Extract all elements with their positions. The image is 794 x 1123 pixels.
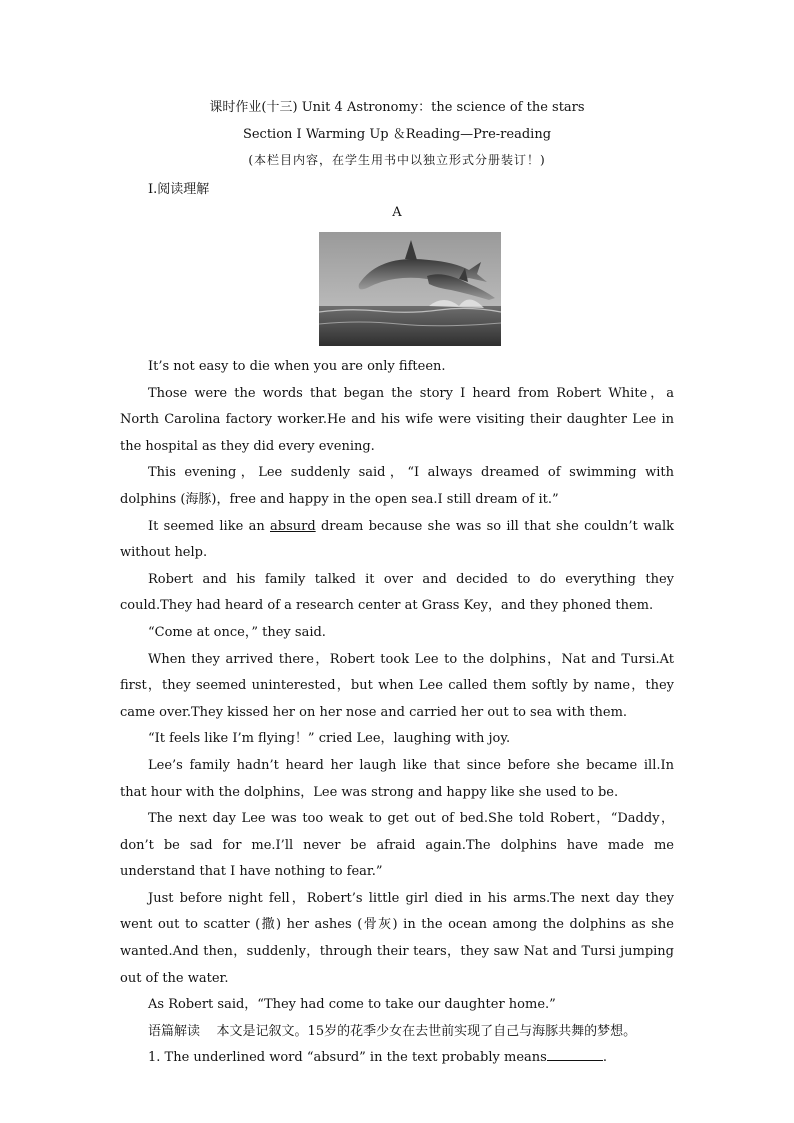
paragraph: Lee’s family hadn’t heard her laugh like that since before she became ill.In that hour with the dolphins，Lee was strong and happy like she used to be. <box>120 757 674 800</box>
answer-blank[interactable] <box>547 1048 603 1061</box>
paragraph-text: dream because she was so ill that she couldn’t walk without help. <box>120 518 674 561</box>
passage-body <box>120 354 674 1072</box>
paragraph: Those were the words that began the story I heard from Robert White，a North Carolina factory worker.He and his wife were visiting their daughter Lee in the hospital as they did every evening. <box>120 385 674 454</box>
paragraph: Robert and his family talked it over and decided to do everything they could.They had heard of a research center at Grass Key，and they phoned them. <box>120 571 674 614</box>
paragraph: “It feels like I’m flying！” cried Lee，laughing with joy. <box>148 731 511 747</box>
analysis-label: 语篇解读 <box>148 1023 201 1039</box>
lesson-title: 课时作业(十三) Unit 4 Astronomy：the science of the stars <box>209 100 585 115</box>
underlined-word: absurd <box>270 518 316 534</box>
dolphins-photo <box>319 232 501 346</box>
question-text: 1. The underlined word “absurd” in the text probably means <box>148 1050 547 1066</box>
binding-note: (本栏目内容，在学生用书中以独立形式分册装订！) <box>248 153 546 167</box>
paragraph: When they arrived there，Robert took Lee to the dolphins，Nat and Tursi.At first，they seemed uninterested，but when Lee called them softly by name，they came over.They kissed her on her nose and carried her out to sea with them. <box>120 651 674 720</box>
paragraph: As Robert said，“They had come to take our daughter home.” <box>148 997 556 1013</box>
analysis-text: 本文是记叙文。15岁的花季少女在去世前实现了自己与海豚共舞的梦想。 <box>216 1023 637 1039</box>
paragraph <box>120 514 674 567</box>
section-title: Section Ⅰ Warming Up ＆Reading—Pre-reading <box>242 127 552 142</box>
section-heading: Ⅰ.阅读理解 <box>148 182 210 197</box>
question-end: . <box>602 1050 607 1066</box>
paragraph: It’s not easy to die when you are only fifteen. <box>148 359 446 374</box>
paragraph: “Come at once，” they said. <box>148 624 326 640</box>
paragraph-text: It seemed like an <box>148 518 270 534</box>
question-1 <box>120 1045 674 1072</box>
paragraph: Just before night fell，Robert’s little girl died in his arms.The next day they went out to scatter (撒) her ashes (骨灰) in the ocean among the dolphins as she wanted.And then，suddenly，through their tears，they saw Nat and Tursi jumping out of the water. <box>120 890 674 986</box>
paragraph: The next day Lee was too weak to get out of bed.She told Robert，“Daddy，don’t be sad for me.I’ll never be afraid again.The dolphins have made me understand that I have nothing to fear.” <box>120 811 674 880</box>
paragraph: This evening，Lee suddenly said，“I always dreamed of swimming with dolphins (海豚)，free and happy in the open sea.I still dream of it.” <box>120 465 674 507</box>
passage-label: A <box>392 205 402 220</box>
dolphins-illustration <box>319 232 501 346</box>
analysis-paragraph <box>120 1019 674 1046</box>
